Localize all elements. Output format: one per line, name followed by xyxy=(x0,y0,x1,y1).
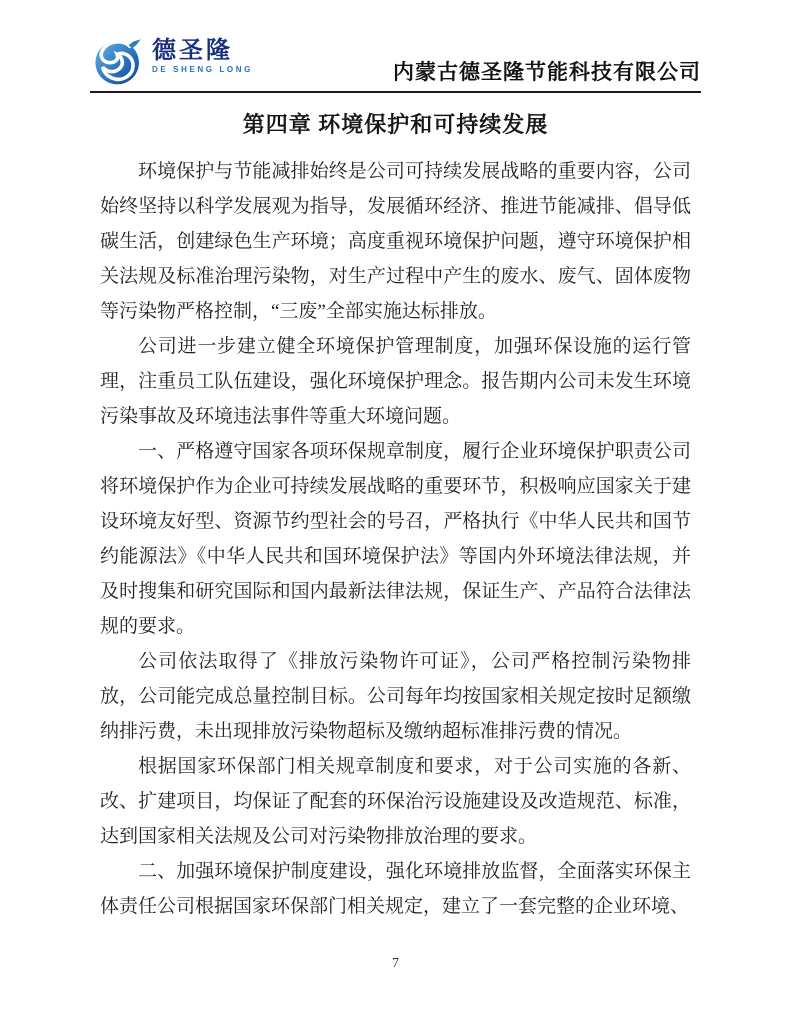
logo-name-cn: 德圣隆 xyxy=(152,36,233,64)
logo-text-block xyxy=(152,36,253,80)
paragraph-5: 根据国家环保部门相关规章制度和要求，对于公司实施的各新、改、扩建项目，均保证了配套的环保治污设施建设及改造规范、标准，达到国家相关法规及公司对污染物排放治理的要求。 xyxy=(100,755,691,847)
page-number: 7 xyxy=(392,956,399,971)
dragon-sphere-logo-icon xyxy=(90,30,148,88)
document-body xyxy=(100,154,691,924)
page-footer xyxy=(0,956,791,972)
paragraph-6: 二、加强环境保护制度建设，强化环境排放监督，全面落实环保主体责任公司根据国家环保部门相关规定，建立了一套完整的企业环境、 xyxy=(100,860,691,917)
paragraph-4: 公司依法取得了《排放污染物许可证》，公司严格控制污染物排放，公司能完成总量控制目标。公司每年均按国家相关规定按时足额缴纳排污费，未出现排放污染物超标及缴纳超标准排污费的情况。 xyxy=(100,650,691,742)
paragraph-3: 一、严格遵守国家各项环保规章制度，履行企业环境保护职责公司将环境保护作为企业可持续发展战略的重要环节，积极响应国家关于建设环境友好型、资源节约型社会的号召，严格执行《中华人民共和国节约能源法》《中华人民共和国环境保护法》等国内外环境法律法规，并及时搜集和研究国际和国内最新法律法规，保证生产、产品符合法律法规的要求。 xyxy=(100,440,691,637)
page-header xyxy=(90,30,701,93)
company-name-header: 内蒙古德圣隆节能科技有限公司 xyxy=(393,60,701,84)
logo-name-en: DE SHENG LONG xyxy=(152,64,253,74)
paragraph-1: 环境保护与节能减排始终是公司可持续发展战略的重要内容，公司始终坚持以科学发展观为指导，发展循环经济、推进节能减排、倡导低碳生活，创建绿色生产环境；高度重视环境保护问题，遵守环境保护相关法规及标准治理污染物，对生产过程中产生的废水、废气、固体废物等污染物严格控制，“三废”全部实施达标排放。 xyxy=(100,160,691,322)
chapter-title: 第四章 环境保护和可持续发展 xyxy=(242,112,549,137)
company-logo xyxy=(90,30,253,88)
paragraph-2: 公司进一步建立健全环境保护管理制度，加强环保设施的运行管理，注重员工队伍建设，强化环境保护理念。报告期内公司未发生环境污染事故及环境违法事件等重大环境问题。 xyxy=(100,335,691,427)
